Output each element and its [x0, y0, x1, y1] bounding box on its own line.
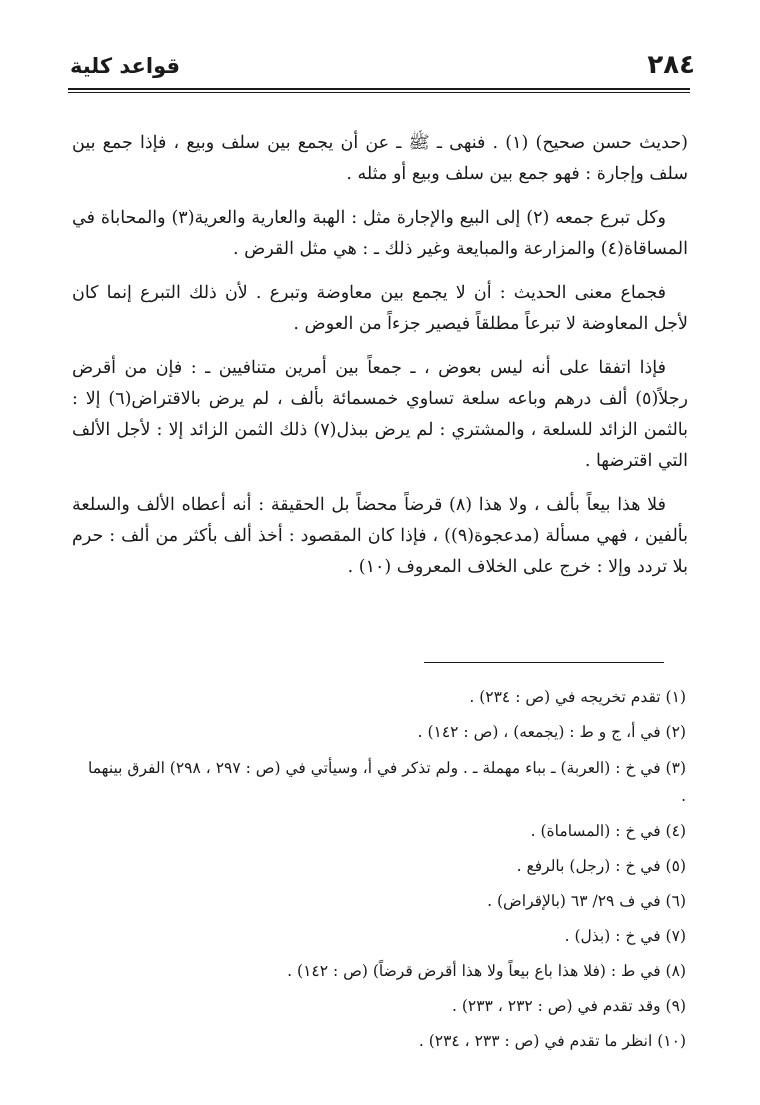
- footnote-6: (٦) في ف ٢٩/ ٦٣ (بالإقراض) .: [487, 892, 686, 910]
- footnote-9: (٩) وقد تقدم في (ص : ٢٣٢ ، ٢٣٣) .: [452, 997, 686, 1015]
- page-number: ٢٨٤: [647, 50, 695, 80]
- footnote-2: (٢) في أ، ج و ط : (يجمعه) ، (ص : ١٤٢) .: [417, 723, 686, 741]
- footnote-5: (٥) في خ : (رجل) بالرفع .: [516, 857, 686, 875]
- paragraph: فلا هذا بيعاً بألف ، ولا هذا (٨) قرضاً محضاً بل الحقيقة : أنه أعطاه الألف والسلعة بألفين ، فهي مسألة (مدعجوة(٩)) ، فإذا كان المقصود : أخذ ألف بأكثر من ألف : حرم بلا تردد وإلا : خرج على الخلاف المعروف (١٠) .: [72, 495, 688, 577]
- header-rule: [68, 88, 690, 90]
- paragraph: وكل تبرع جمعه (٢) إلى البيع والإجارة مثل : الهبة والعارية والعرية(٣) والمحاباة في المساقاة(٤) والمزارعة والمبايعة وغير ذلك ـ : هي مثل القرض .: [72, 208, 688, 259]
- running-title: قواعد كلية: [70, 54, 180, 78]
- paragraph: فإذا اتفقا على أنه ليس بعوض ، ـ جمعاً بين أمرين متنافيين ـ : فإن من أقرض رجلاً(٥) ألف درهم وباعه سلعة تساوي خمسمائة بألف ، لم يرض بالاقتراض(٦) إلا : بالثمن الزائد للسلعة ، والمشتري : لم يرض ببذل(٧) ذلك الثمن الزائد إلا : لأجل الألف التي اقترضها .: [72, 358, 688, 471]
- footnotes-list: [80, 680, 686, 1059]
- footnote-10: (١٠) انظر ما تقدم في (ص : ٢٣٣ ، ٢٣٤) .: [418, 1032, 686, 1050]
- footnote-3: (٣) في خ : (العربة) ـ بباء مهملة ـ . ولم تذكر في أ، وسيأتي في (ص : ٢٩٧ ، ٢٩٨) الفرق بينهما .: [88, 759, 686, 805]
- footnote-separator: [424, 662, 664, 663]
- main-text: [72, 128, 688, 596]
- paragraph: (حديث حسن صحيح) (١) . فنهى ـ ﷺ ـ عن أن يجمع بين سلف وبيع ، فإذا جمع بين سلف وإجارة : فهو جمع بين سلف وبيع أو مثله .: [72, 133, 688, 184]
- footnote-8: (٨) في ط : (فلا هذا باع بيعاً ولا هذا أقرض قرضاً) (ص : ١٤٢) .: [287, 962, 686, 980]
- paragraph: فجماع معنى الحديث : أن لا يجمع بين معاوضة وتبرع . لأن ذلك التبرع إنما كان لأجل المعاوضة لا تبرعاً مطلقاً فيصير جزءاً من العوض .: [72, 283, 688, 334]
- header-rule-thin: [68, 92, 690, 93]
- footnote-4: (٤) في خ : (المساماة) .: [530, 822, 686, 840]
- footnote-1: (١) تقدم تخريجه في (ص : ٢٣٤) .: [469, 688, 686, 706]
- footnote-7: (٧) في خ : (بذل) .: [564, 927, 686, 945]
